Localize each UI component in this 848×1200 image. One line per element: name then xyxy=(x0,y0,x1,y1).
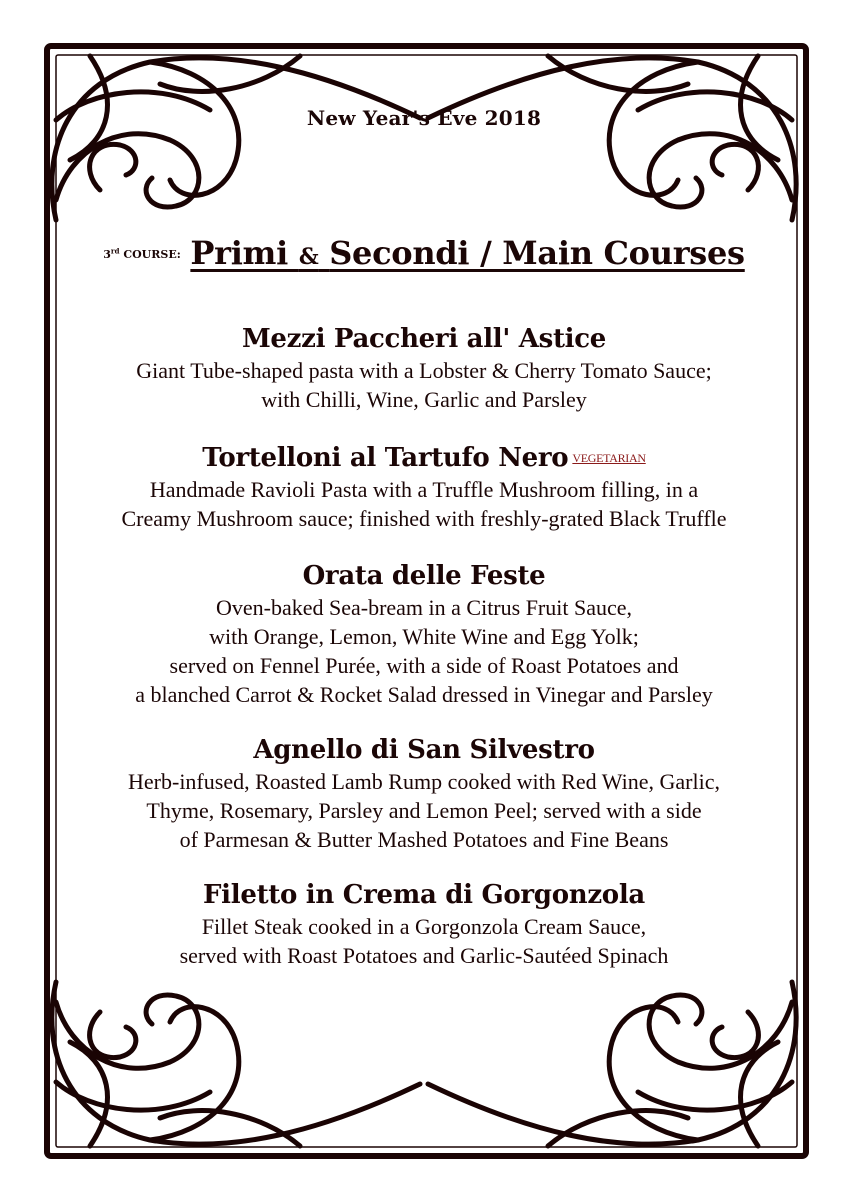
dish-description-line: with Chilli, Wine, Garlic and Parsley xyxy=(261,387,587,412)
dish-description-line: Creamy Mushroom sauce; finished with freshly-grated Black Truffle xyxy=(121,506,727,531)
dish-agnello xyxy=(60,733,788,854)
dish-description-line: served with Roast Potatoes and Garlic-Sautéed Spinach xyxy=(179,943,669,968)
dish-name: Agnello di San Silvestro xyxy=(253,735,595,765)
dish-description-line: with Orange, Lemon, White Wine and Egg Yolk; xyxy=(209,624,639,649)
course-prefix xyxy=(103,248,181,261)
dish-tortelloni xyxy=(60,441,788,533)
course-label: COURSE: xyxy=(123,248,181,261)
course-heading xyxy=(60,234,788,272)
dish-name: Tortelloni al Tartufo Nero xyxy=(202,443,569,473)
dish-filetto xyxy=(60,878,788,970)
dish-mezzi-paccheri xyxy=(60,322,788,414)
dish-description-line: of Parmesan & Butter Mashed Potatoes and Fine Beans xyxy=(179,827,669,852)
course-title-part2: Secondi / Main Courses xyxy=(329,234,745,272)
dish-name-row xyxy=(60,441,788,475)
dish-name: Orata delle Feste xyxy=(302,561,546,591)
course-title xyxy=(190,234,744,272)
corner-ornament-top-left xyxy=(52,56,420,220)
dish-description-line: served on Fennel Purée, with a side of Roast Potatoes and xyxy=(169,653,679,678)
course-number: 3 xyxy=(103,248,111,261)
dish-description-line: Thyme, Rosemary, Parsley and Lemon Peel; served with a side xyxy=(146,798,702,823)
dish-name: Mezzi Paccheri all' Astice xyxy=(241,324,607,354)
corner-ornament-bottom-left xyxy=(52,982,420,1146)
course-ordinal-suffix: rd xyxy=(110,246,120,256)
corner-ornament-bottom-right xyxy=(428,982,796,1146)
dish-description-line: Giant Tube-shaped pasta with a Lobster & Cherry Tomato Sauce; xyxy=(136,358,712,383)
dish-description-line: Handmade Ravioli Pasta with a Truffle Mushroom filling, in a xyxy=(149,477,699,502)
dish-orata xyxy=(60,559,788,709)
dish-name: Filetto in Crema di Gorgonzola xyxy=(203,880,645,910)
dish-description-line: Oven-baked Sea-bream in a Citrus Fruit Sauce, xyxy=(215,595,633,620)
dish-description-line: Fillet Steak cooked in a Gorgonzola Cream Sauce, xyxy=(201,914,647,939)
event-title: New Year's Eve 2018 xyxy=(306,106,542,130)
corner-ornament-top-right xyxy=(428,56,796,220)
vegetarian-tag: VEGETARIAN xyxy=(572,451,646,465)
course-title-ampersand: & xyxy=(298,244,319,270)
course-title-part1: Primi xyxy=(190,234,288,272)
dish-description-line: a blanched Carrot & Rocket Salad dressed in Vinegar and Parsley xyxy=(135,682,713,707)
dish-description-line: Herb-infused, Roasted Lamb Rump cooked with Red Wine, Garlic, xyxy=(128,769,720,794)
